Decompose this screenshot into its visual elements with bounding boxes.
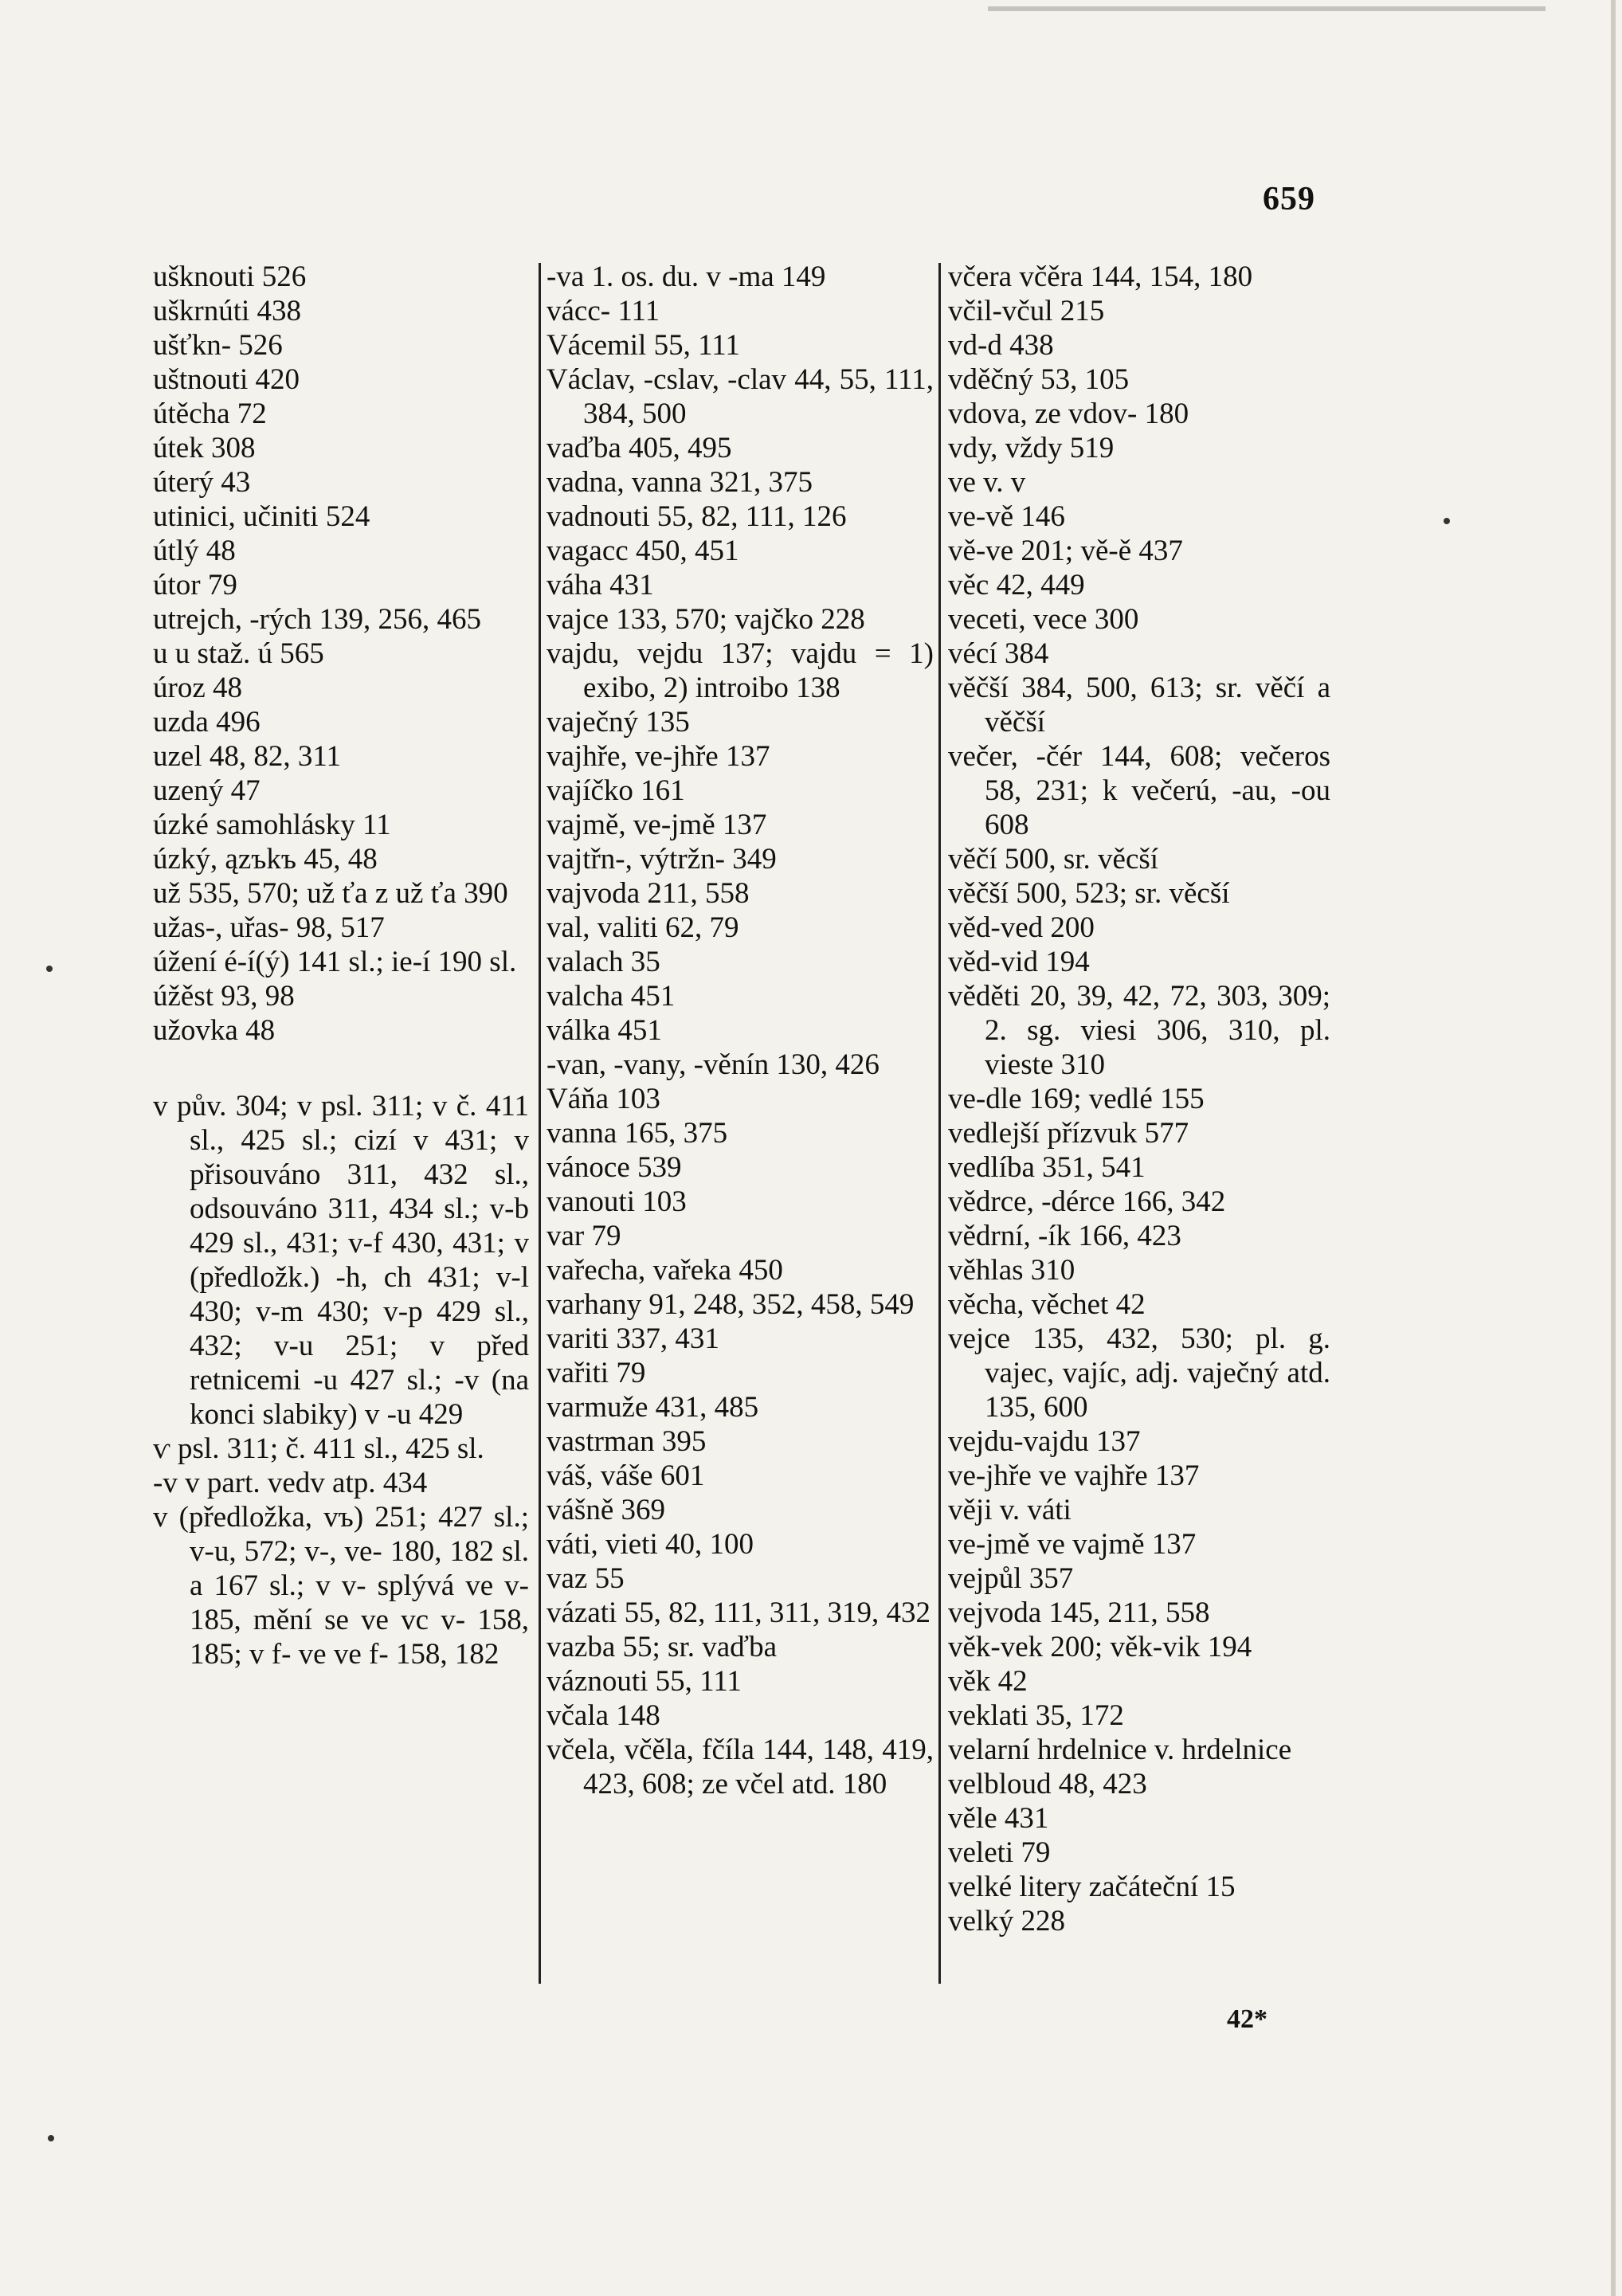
index-entry: vdova, ze vdov- 180 xyxy=(948,398,1189,430)
index-entry: uzený 47 xyxy=(153,774,261,807)
index-entry: vedlíba 351, 541 xyxy=(948,1151,1146,1184)
index-entry: vejce 135, 432, 530; pl. g. vajec, vajíc, adj. vaječný atd. 135, 600 xyxy=(948,1322,1330,1424)
index-entry: ušťkn- 526 xyxy=(153,329,283,362)
index-entry: už 535, 570; už ťa z už ťa 390 xyxy=(153,877,508,910)
index-entry: ve v. v xyxy=(948,466,1026,499)
index-entry: ve-dle 169; vedlé 155 xyxy=(948,1083,1205,1115)
index-entry: varmuže 431, 485 xyxy=(547,1391,759,1424)
index-entry: Václav, -cslav, -clav 44, 55, 111, 384, 500 xyxy=(547,363,934,430)
index-entry: věcha, věchet 42 xyxy=(948,1288,1146,1321)
index-entry: vařecha, vařeka 450 xyxy=(547,1254,783,1287)
scan-edge-top xyxy=(988,6,1546,11)
index-entry: vědrce, -dérce 166, 342 xyxy=(948,1185,1226,1218)
index-entry: velký 228 xyxy=(948,1905,1065,1937)
index-entry: vejpůl 357 xyxy=(948,1562,1074,1595)
index-entry: věji v. váti xyxy=(948,1494,1072,1526)
column-rule-right xyxy=(938,263,941,1984)
index-entry: vázati 55, 82, 111, 311, 319, 432 xyxy=(547,1597,930,1629)
index-column-2 xyxy=(547,260,934,1801)
printer-signature: 42* xyxy=(1227,2004,1267,2034)
index-entry: věd-ved 200 xyxy=(948,911,1095,944)
index-entry: Váňa 103 xyxy=(547,1083,660,1115)
index-entry: vajhře, ve-jhře 137 xyxy=(547,740,770,773)
index-entry: vě-ve 201; vě-ě 437 xyxy=(948,535,1183,567)
index-entry: vajdu, vejdu 137; vajdu = 1) exibo, 2) introibo 138 xyxy=(547,637,934,704)
index-entry: vaječný 135 xyxy=(547,706,690,739)
index-entry: vajvoda 211, 558 xyxy=(547,877,750,910)
index-entry: úžení é-í(ý) 141 sl.; ie-í 190 sl. xyxy=(153,946,517,978)
index-entry: veklati 35, 172 xyxy=(948,1699,1124,1732)
index-entry: velké litery začáteční 15 xyxy=(948,1871,1236,1903)
index-entry: vaz 55 xyxy=(547,1562,625,1595)
index-entry: válka 451 xyxy=(547,1014,662,1047)
index-entry: útor 79 xyxy=(153,569,237,601)
index-entry: úroz 48 xyxy=(153,672,242,704)
index-entry: val, valiti 62, 79 xyxy=(547,911,739,944)
index-entry: ušknouti 526 xyxy=(153,261,307,293)
index-entry: Vácemil 55, 111 xyxy=(547,329,740,362)
index-entry: vanna 165, 375 xyxy=(547,1117,728,1150)
index-entry: velarní hrdelnice v. hrdelnice xyxy=(948,1734,1292,1766)
index-entry: vácc- 111 xyxy=(547,295,660,327)
page-number: 659 xyxy=(1263,181,1315,217)
index-entry: vajce 133, 570; vajčko 228 xyxy=(547,603,865,636)
index-entry: vajtřn-, výtržn- 349 xyxy=(547,843,777,876)
index-entry: užas-, uřas- 98, 517 xyxy=(153,911,385,944)
index-entry: věčší 384, 500, 613; sr. věčí a věčší xyxy=(948,672,1330,739)
index-entry: ve-vě 146 xyxy=(948,500,1065,533)
index-entry: věčí 500, sr. věcší xyxy=(948,843,1159,876)
index-entry: -va 1. os. du. v -ma 149 xyxy=(547,261,826,293)
index-entry: ve-jhře ve vajhře 137 xyxy=(948,1459,1200,1492)
index-entry: vécí 384 xyxy=(948,637,1049,670)
index-entry: var 79 xyxy=(547,1220,621,1252)
index-entry: veleti 79 xyxy=(948,1836,1051,1869)
index-entry: vášně 369 xyxy=(547,1494,665,1526)
index-entry: věhlas 310 xyxy=(948,1254,1075,1287)
index-entry: včil-včul 215 xyxy=(948,295,1105,327)
index-entry: věčší 500, 523; sr. věcší xyxy=(948,877,1230,910)
index-entry: váha 431 xyxy=(547,569,654,601)
index-entry: -van, -vany, -věnín 130, 426 xyxy=(547,1048,880,1081)
index-column-1 xyxy=(153,260,529,1671)
index-entry: vajmě, ve-jmě 137 xyxy=(547,809,767,841)
index-entry: uškrnúti 438 xyxy=(153,295,302,327)
index-entry: úterý 43 xyxy=(153,466,251,499)
index-entry: v pův. 304; v psl. 311; v č. 411 sl., 425 sl.; cizí v 431; v přisouváno 311, 432 sl., odsouváno 311, 434 sl.; v-b 429 sl., 431; v-f 430, 431; v (předložk.) -h, ch 431; v-l 430; v-m 430; v-p 429 sl., 432; v-u 251; v před retnicemi -u 427 sl.; -v (na konci slabiky) v -u 429 xyxy=(153,1090,529,1431)
index-entry: variti 337, 431 xyxy=(547,1322,719,1355)
index-entry: vedlejší přízvuk 577 xyxy=(948,1117,1189,1150)
index-entry: váti, vieti 40, 100 xyxy=(547,1528,754,1561)
index-entry: u u staž. ú 565 xyxy=(153,637,324,670)
index-entry: valcha 451 xyxy=(547,980,676,1013)
index-entry: úzký, ązъkъ 45, 48 xyxy=(153,843,378,876)
index-entry: vaďba 405, 495 xyxy=(547,432,732,464)
index-entry: včera včěra 144, 154, 180 xyxy=(948,261,1253,293)
index-entry: věc 42, 449 xyxy=(948,569,1085,601)
index-entry: ѵ psl. 311; č. 411 sl., 425 sl. xyxy=(153,1432,484,1465)
index-entry: v (předložka, vъ) 251; 427 sl.; v-u, 572; v-, ve- 180, 182 sl. a 167 sl.; v v- splývá ve v- 185, mění se ve vc v- 158, 185; v f- ve ve f- 158, 182 xyxy=(153,1501,529,1671)
index-entry: večer, -čér 144, 608; večeros 58, 231; k večerú, -au, -ou 608 xyxy=(948,740,1330,841)
index-entry: veceti, vece 300 xyxy=(948,603,1139,636)
index-entry: útlý 48 xyxy=(153,535,236,567)
index-entry: valach 35 xyxy=(547,946,660,978)
index-entry: úzké samohlásky 11 xyxy=(153,809,391,841)
index-entry: úžěst 93, 98 xyxy=(153,980,295,1013)
index-entry: ve-jmě ve vajmě 137 xyxy=(948,1528,1197,1561)
index-entry: vanouti 103 xyxy=(547,1185,687,1218)
index-entry: útěcha 72 xyxy=(153,398,267,430)
index-entry: věd-vid 194 xyxy=(948,946,1090,978)
index-entry: utrejch, -rých 139, 256, 465 xyxy=(153,603,482,636)
index-entry: váznouti 55, 111 xyxy=(547,1665,742,1698)
index-entry: vd-d 438 xyxy=(948,329,1054,362)
index-entry: vadna, vanna 321, 375 xyxy=(547,466,813,499)
index-entry: váš, váše 601 xyxy=(547,1459,705,1492)
index-entry: varhany 91, 248, 352, 458, 549 xyxy=(547,1288,915,1321)
index-entry: věk 42 xyxy=(948,1665,1028,1698)
index-entry: vařiti 79 xyxy=(547,1357,646,1389)
index-entry: uštnouti 420 xyxy=(153,363,300,396)
index-entry: -v v part. vedv atp. 434 xyxy=(153,1467,428,1499)
index-entry: vadnouti 55, 82, 111, 126 xyxy=(547,500,847,533)
index-entry: uzda 496 xyxy=(153,706,261,739)
scan-speck xyxy=(48,2135,54,2141)
index-entry: vajíčko 161 xyxy=(547,774,685,807)
index-entry: utinici, učiniti 524 xyxy=(153,500,370,533)
index-entry: vdy, vždy 519 xyxy=(948,432,1115,464)
index-entry: věle 431 xyxy=(948,1802,1049,1835)
index-entry: vánoce 539 xyxy=(547,1151,682,1184)
index-entry: velbloud 48, 423 xyxy=(948,1768,1147,1800)
index-entry: užovka 48 xyxy=(153,1014,276,1047)
index-entry: vastrman 395 xyxy=(547,1425,707,1458)
index-entry: věk-vek 200; věk-vik 194 xyxy=(948,1631,1252,1663)
scan-speck xyxy=(46,966,53,972)
index-entry: včela, včěla, fčíla 144, 148, 419, 423, 608; ze včel atd. 180 xyxy=(547,1734,934,1800)
index-entry: vědrní, -ík 166, 423 xyxy=(948,1220,1181,1252)
index-entry: vejdu-vajdu 137 xyxy=(948,1425,1141,1458)
index-entry: útek 308 xyxy=(153,432,256,464)
scan-edge-right xyxy=(1611,0,1616,2296)
scan-speck xyxy=(1444,518,1450,524)
index-column-3 xyxy=(948,260,1330,1938)
column-rule-left xyxy=(539,263,541,1984)
index-entry: vazba 55; sr. vaďba xyxy=(547,1631,777,1663)
index-entry: vagacc 450, 451 xyxy=(547,535,739,567)
index-entry: včala 148 xyxy=(547,1699,660,1732)
index-entry: uzel 48, 82, 311 xyxy=(153,740,342,773)
index-entry: vejvoda 145, 211, 558 xyxy=(948,1597,1210,1629)
index-entry: vděčný 53, 105 xyxy=(948,363,1130,396)
index-entry: věděti 20, 39, 42, 72, 303, 309; 2. sg. viesi 306, 310, pl. vieste 310 xyxy=(948,980,1330,1081)
